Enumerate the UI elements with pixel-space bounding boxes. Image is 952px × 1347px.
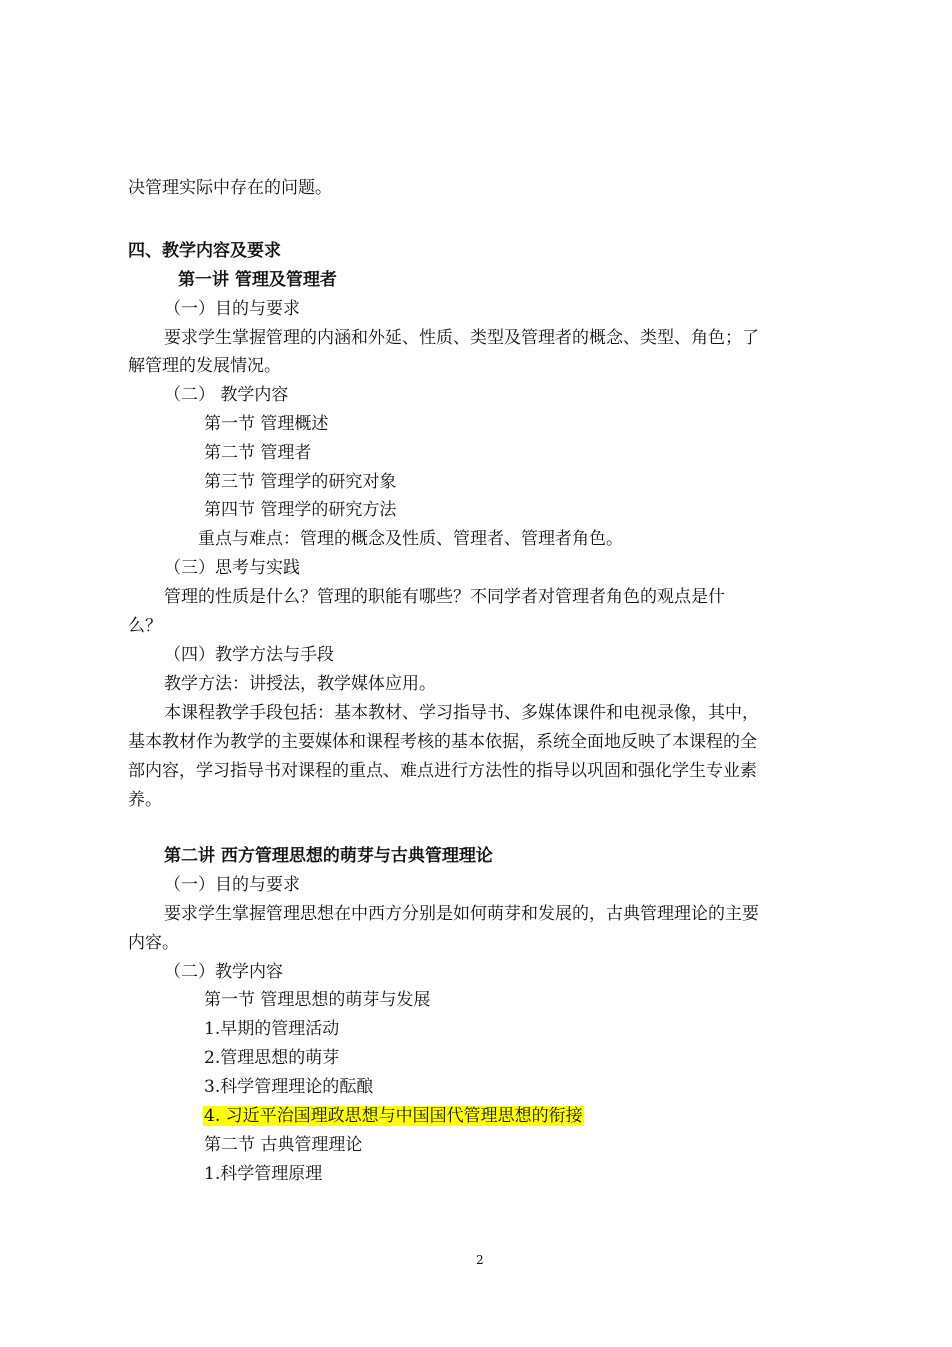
l1-means-line-2: 基本教材作为教学的主要媒体和课程考核的基本依据，系统全面地反映了本课程的全: [128, 732, 757, 752]
l2-item-3: 3.科学管理理论的酝酿: [204, 1077, 374, 1097]
l1-teaching-method: 教学方法：讲授法，教学媒体应用。: [164, 674, 436, 694]
l2-item-1: 1.早期的管理活动: [204, 1019, 340, 1039]
l1-means-line-1: 本课程教学手段包括：基本教材、学习指导书、多媒体课件和电视录像，其中，: [164, 703, 759, 723]
l1-requirements-line-1: 要求学生掌握管理的内涵和外延、性质、类型及管理者的概念、类型、角色；了: [164, 328, 759, 348]
l2-requirements-line-2: 内容。: [128, 933, 179, 953]
lecture-2-title: 第二讲 西方管理思想的萌芽与古典管理理论: [164, 846, 493, 866]
page-number: 2: [476, 1253, 484, 1267]
l2-subheading-content: （二）教学内容: [164, 962, 283, 982]
lecture-1-title: 第一讲 管理及管理者: [178, 270, 337, 290]
section-heading-4: 四、教学内容及要求: [128, 241, 281, 261]
l1-means-line-3: 部内容，学习指导书对课程的重点、难点进行方法性的指导以巩固和强化学生专业素: [128, 761, 757, 781]
l1-subheading-goals: （一）目的与要求: [164, 299, 300, 319]
l2-requirements-line-1: 要求学生掌握管理思想在中西方分别是如何萌芽和发展的，古典管理理论的主要: [164, 904, 759, 924]
l2-item-2: 2.管理思想的萌芽: [204, 1048, 340, 1068]
l2-section-1: 第一节 管理思想的萌芽与发展: [204, 990, 431, 1010]
continuation-text: 决管理实际中存在的问题。: [128, 178, 332, 198]
l1-requirements-line-2: 解管理的发展情况。: [128, 356, 281, 376]
l1-subheading-content: （二） 教学内容: [164, 385, 289, 405]
highlighted-text: 4. 习近平治国理政思想与中国国代管理思想的衔接: [204, 1106, 583, 1126]
l2-item-5: 1.科学管理原理: [204, 1164, 323, 1184]
l1-section-2: 第二节 管理者: [204, 443, 312, 463]
l2-subheading-goals: （一）目的与要求: [164, 875, 300, 895]
l1-means-line-4: 养。: [128, 790, 162, 810]
l1-subheading-methods: （四）教学方法与手段: [164, 645, 334, 665]
l2-section-2: 第二节 古典管理理论: [204, 1135, 363, 1155]
l1-section-4: 第四节 管理学的研究方法: [204, 500, 397, 520]
l1-questions-line-1: 管理的性质是什么？管理的职能有哪些？不同学者对管理者角色的观点是什: [164, 587, 725, 607]
l1-section-3: 第三节 管理学的研究对象: [204, 472, 397, 492]
l2-item-4-highlighted: [203, 1104, 584, 1128]
l1-subheading-practice: （三）思考与实践: [164, 558, 300, 578]
l1-questions-line-2: 么？: [128, 616, 162, 636]
l1-section-1: 第一节 管理概述: [204, 414, 329, 434]
l1-key-points: 重点与难点：管理的概念及性质、管理者、管理者角色。: [198, 529, 623, 549]
